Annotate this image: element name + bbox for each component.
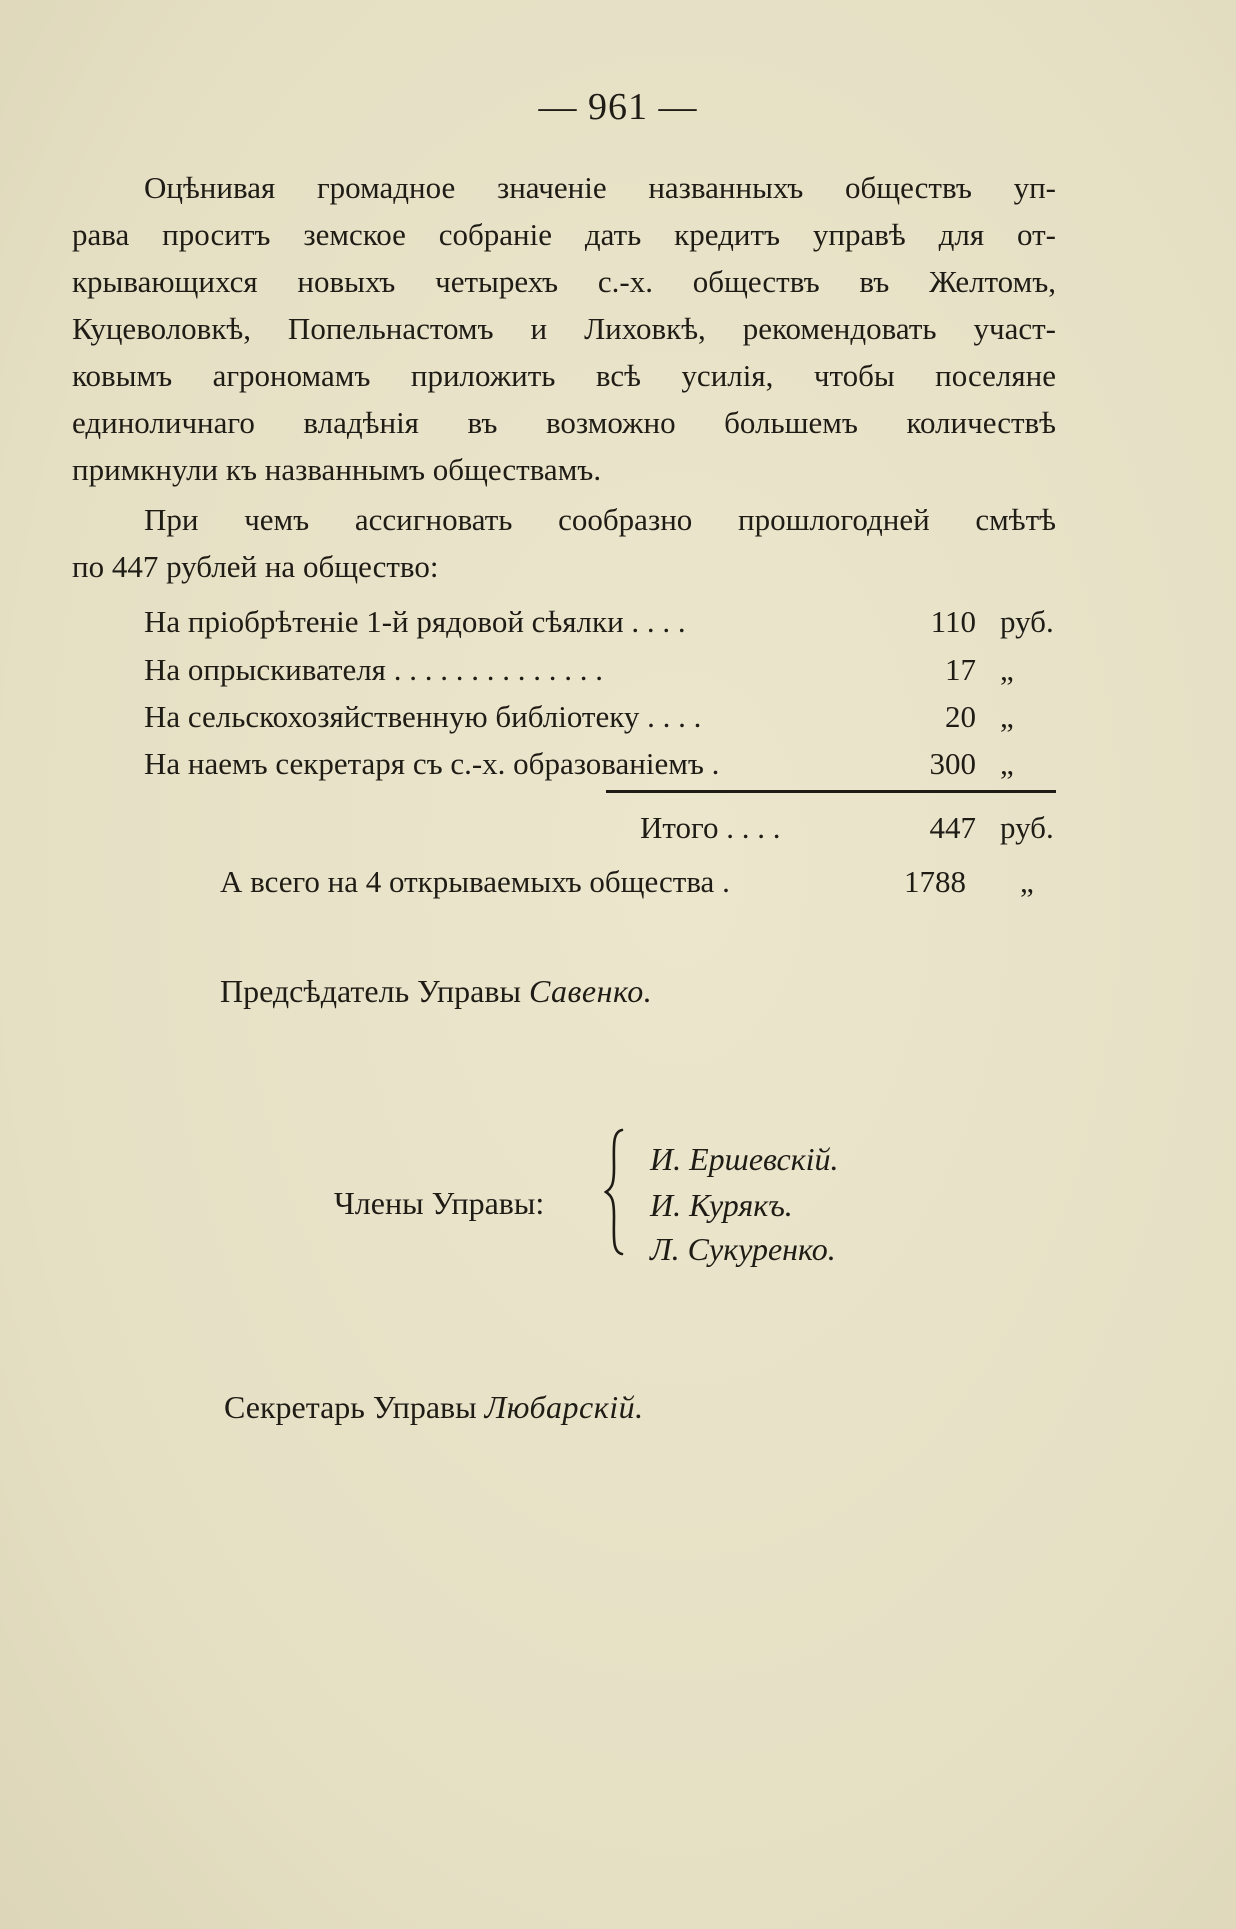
member-name: И. Курякъ.	[650, 1187, 793, 1223]
budget-item-amount: 17	[945, 652, 976, 687]
total-amount: 447	[929, 810, 976, 845]
curly-brace-icon	[604, 1128, 626, 1256]
secretary-title: Секретарь Управы	[224, 1389, 477, 1425]
text-line: крывающихся новыхъ четырехъ с.-х. обществъ въ Желтомъ,	[72, 264, 1056, 299]
chairman-title: Предсѣдатель Управы	[220, 973, 521, 1009]
budget-item-unit: „	[1000, 746, 1014, 781]
grand-total-label: А всего на 4 открываемыхъ общества .	[220, 864, 730, 899]
budget-total-row	[144, 804, 1056, 851]
budget-item-unit: „	[1000, 699, 1014, 734]
text-line: рава проситъ земское собраніе дать кредитъ управѣ для от-	[72, 217, 1056, 252]
page-number: — 961 —	[538, 86, 698, 128]
budget-row	[144, 693, 1056, 740]
text-line: по 447 рублей на общество:	[72, 549, 439, 584]
chairman-signature	[220, 968, 652, 1015]
text-line: примкнули къ названнымъ обществамъ.	[72, 452, 602, 487]
total-unit: руб.	[1000, 810, 1054, 845]
budget-item-unit: руб.	[1000, 604, 1054, 639]
grand-total-amount: 1788	[904, 864, 966, 899]
budget-item-unit: „	[1000, 652, 1014, 687]
grand-total-unit: „	[1020, 864, 1034, 899]
chairman-name: Савенко.	[528, 973, 653, 1009]
text-line: ковымъ агрономамъ приложить всѣ усилія, чтобы поселяне	[72, 358, 1056, 393]
secretary-name: Любарскій.	[484, 1389, 644, 1425]
text-line: При чемъ ассигновать сообразно прошлогодней смѣтѣ	[144, 502, 1056, 537]
members-title: Члены Управы:	[334, 1185, 545, 1221]
budget-item-amount: 20	[945, 699, 976, 734]
total-divider	[606, 790, 1056, 793]
budget-item-amount: 110	[930, 604, 976, 639]
budget-item-label: На опрыскивателя . . . . . . . . . . . . . .	[144, 652, 603, 687]
secretary-signature	[224, 1384, 644, 1431]
budget-row	[144, 740, 1056, 787]
member-name: И. Ершевскій.	[650, 1141, 839, 1177]
text-line: единоличнаго владѣнія въ возможно большемъ количествѣ	[72, 405, 1056, 440]
budget-item-label: На пріобрѣтеніе 1-й рядовой сѣялки . . . .	[144, 604, 686, 639]
budget-item-label: На сельскохозяйственную библіотеку . . . .	[144, 699, 702, 734]
budget-row	[144, 646, 1056, 693]
grand-total-row	[220, 858, 1056, 905]
paragraph-allocation	[72, 496, 1056, 590]
budget-item-label: На наемъ секретаря съ с.-х. образованіемъ .	[144, 746, 720, 781]
total-label: Итого . . . .	[640, 810, 781, 845]
member-name: Л. Сукуренко.	[650, 1231, 836, 1267]
text-line: Куцеволовкѣ, Попельнастомъ и Лиховкѣ, рекомендовать участ-	[72, 311, 1056, 346]
text-line: Оцѣнивая громадное значеніе названныхъ обществъ уп-	[144, 170, 1056, 205]
budget-item-amount: 300	[929, 746, 976, 781]
budget-row	[144, 598, 1056, 645]
paragraph-assessment	[72, 164, 1056, 493]
